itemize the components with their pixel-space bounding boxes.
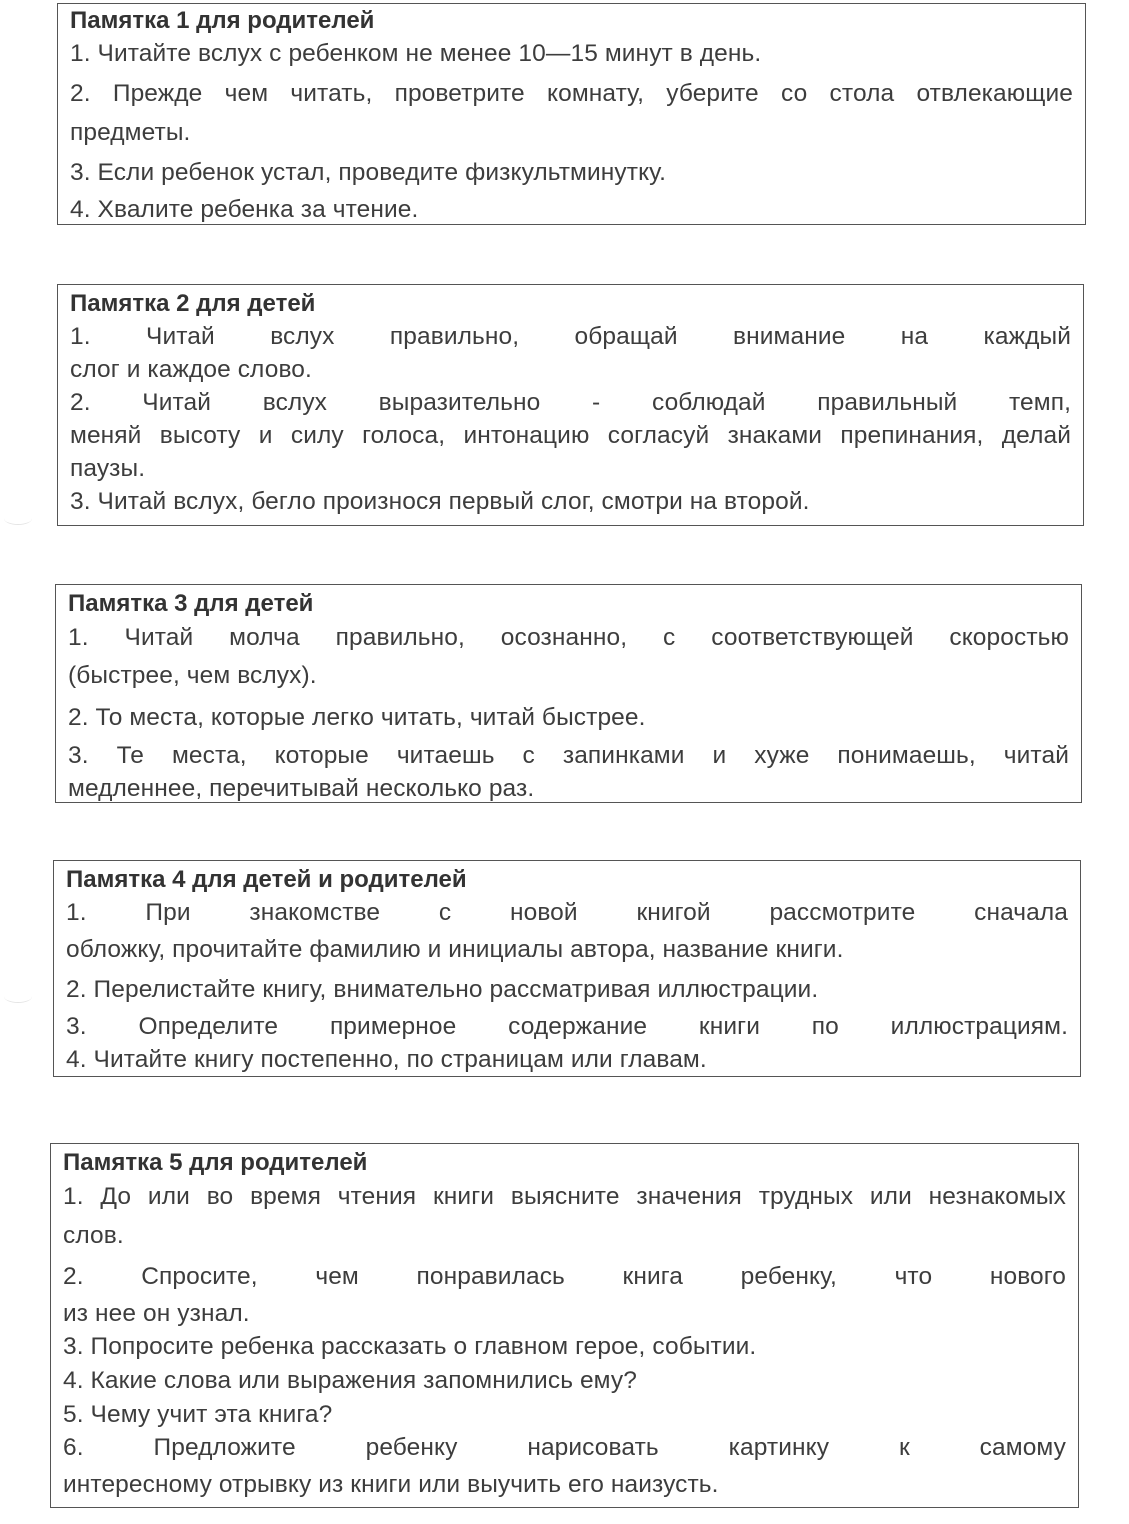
scan-artifact bbox=[4, 512, 32, 525]
memo-line: (быстрее, чем вслух). bbox=[68, 662, 317, 689]
memo-title: Памятка 1 для родителей bbox=[70, 7, 375, 34]
memo-title: Памятка 5 для родителей bbox=[63, 1149, 368, 1176]
memo-line: 4. Хвалите ребенка за чтение. bbox=[70, 196, 419, 223]
memo-line: обложку, прочитайте фамилию и инициалы автора, название книги. bbox=[66, 936, 844, 963]
memo-3 bbox=[55, 584, 1082, 803]
memo-5 bbox=[50, 1143, 1079, 1508]
memo-line: 1. Читай вслух правильно, обращай внимание на каждый bbox=[70, 323, 1071, 350]
memo-line: меняй высоту и силу голоса, интонацию согласуй знаками препинания, делай bbox=[70, 422, 1071, 449]
memo-line: 5. Чему учит эта книга? bbox=[63, 1401, 333, 1428]
memo-line: 4. Какие слова или выражения запомнились ему? bbox=[63, 1367, 637, 1394]
memo-line: 1. Читай молча правильно, осознанно, с соответствующей скоростью bbox=[68, 624, 1069, 651]
memo-line: 2. То места, которые легко читать, читай быстрее. bbox=[68, 704, 646, 731]
memo-line: интересному отрывку из книги или выучить его наизусть. bbox=[63, 1471, 719, 1498]
memo-4 bbox=[53, 860, 1081, 1077]
memo-line: 3. Попросите ребенка рассказать о главном герое, событии. bbox=[63, 1333, 757, 1360]
memo-line: 2. Перелистайте книгу, внимательно рассматривая иллюстрации. bbox=[66, 976, 819, 1003]
memo-line: 3. Если ребенок устал, проведите физкультминутку. bbox=[70, 159, 666, 186]
memo-line: 2. Спросите, чем понравилась книга ребенку, что нового bbox=[63, 1263, 1066, 1290]
memo-line: слог и каждое слово. bbox=[70, 356, 312, 383]
scan-artifact bbox=[4, 990, 32, 1003]
memo-line: предметы. bbox=[70, 119, 191, 146]
memo-line: из нее он узнал. bbox=[63, 1300, 250, 1327]
memo-title: Памятка 3 для детей bbox=[68, 590, 314, 617]
memo-line: 3. Читай вслух, бегло произнося первый слог, смотри на второй. bbox=[70, 488, 810, 515]
memo-line: паузы. bbox=[70, 455, 146, 482]
memo-line: 2. Читай вслух выразительно - соблюдай правильный темп, bbox=[70, 389, 1071, 416]
memo-title: Памятка 2 для детей bbox=[70, 290, 316, 317]
memo-line: 1. До или во время чтения книги выясните значения трудных или незнакомых bbox=[63, 1183, 1066, 1210]
memo-1 bbox=[57, 3, 1086, 225]
memo-line: 3. Те места, которые читаешь с запинками и хуже понимаешь, читай bbox=[68, 742, 1069, 769]
memo-line: 3. Определите примерное содержание книги по иллюстрациям. bbox=[66, 1013, 1068, 1040]
memo-title: Памятка 4 для детей и родителей bbox=[66, 866, 467, 893]
memo-line: 2. Прежде чем читать, проветрите комнату, уберите со стола отвлекающие bbox=[70, 80, 1073, 107]
memo-line: слов. bbox=[63, 1222, 124, 1249]
memo-2 bbox=[57, 284, 1084, 526]
memo-line: 1. При знакомстве с новой книгой рассмотрите сначала bbox=[66, 899, 1068, 926]
memo-line: медленнее, перечитывай несколько раз. bbox=[68, 775, 535, 802]
memo-line: 4. Читайте книгу постепенно, по страницам или главам. bbox=[66, 1046, 707, 1073]
memo-line: 1. Читайте вслух с ребенком не менее 10—15 минут в день. bbox=[70, 40, 762, 67]
memo-line: 6. Предложите ребенку нарисовать картинку к самому bbox=[63, 1434, 1066, 1461]
